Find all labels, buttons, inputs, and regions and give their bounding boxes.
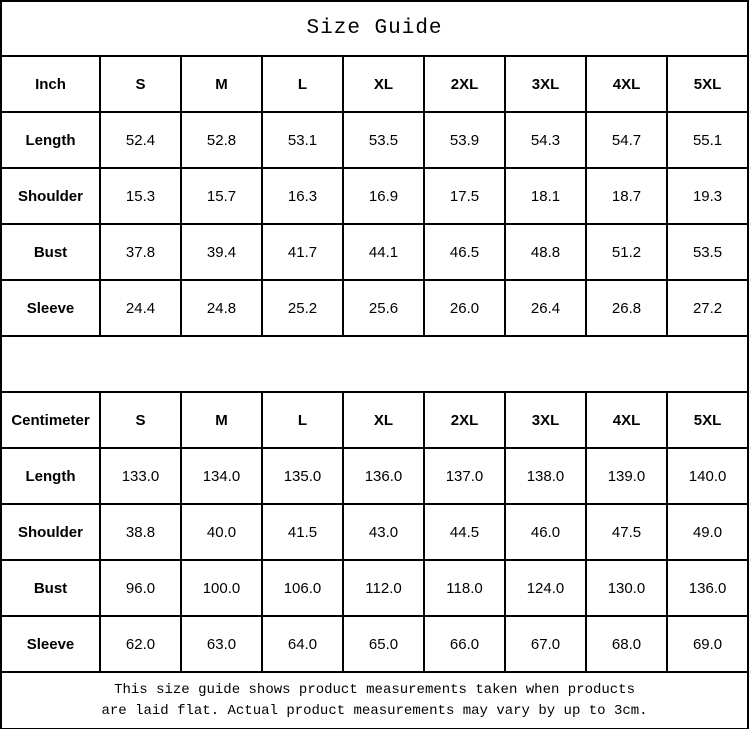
footer-note-line1: This size guide shows product measurements taken when products — [114, 681, 635, 698]
size-value-cell: 106.0 — [262, 560, 343, 616]
size-value-cell: 26.8 — [586, 280, 667, 336]
size-value-cell: 96.0 — [100, 560, 181, 616]
inch-sleeve-row — [1, 280, 748, 336]
size-value-cell: 16.3 — [262, 168, 343, 224]
size-header-4xl: 4XL — [586, 392, 667, 448]
size-value-cell: 47.5 — [586, 504, 667, 560]
size-value-cell: 134.0 — [181, 448, 262, 504]
cm-length-row — [1, 448, 748, 504]
size-value-cell: 51.2 — [586, 224, 667, 280]
size-value-cell: 67.0 — [505, 616, 586, 672]
size-value-cell: 136.0 — [667, 560, 748, 616]
size-value-cell: 16.9 — [343, 168, 424, 224]
size-header-4xl: 4XL — [586, 56, 667, 112]
size-value-cell: 46.5 — [424, 224, 505, 280]
size-value-cell: 39.4 — [181, 224, 262, 280]
size-value-cell: 100.0 — [181, 560, 262, 616]
size-value-cell: 55.1 — [667, 112, 748, 168]
size-value-cell: 17.5 — [424, 168, 505, 224]
size-value-cell: 48.8 — [505, 224, 586, 280]
row-label: Length — [1, 112, 100, 168]
size-value-cell: 138.0 — [505, 448, 586, 504]
size-value-cell: 66.0 — [424, 616, 505, 672]
size-value-cell: 15.7 — [181, 168, 262, 224]
size-header-5xl: 5XL — [667, 56, 748, 112]
size-value-cell: 130.0 — [586, 560, 667, 616]
size-value-cell: 26.4 — [505, 280, 586, 336]
size-value-cell: 40.0 — [181, 504, 262, 560]
size-value-cell: 63.0 — [181, 616, 262, 672]
size-header-2xl: 2XL — [424, 392, 505, 448]
row-label: Shoulder — [1, 504, 100, 560]
size-header-m: M — [181, 56, 262, 112]
size-header-xl: XL — [343, 392, 424, 448]
size-header-s: S — [100, 392, 181, 448]
size-header-s: S — [100, 56, 181, 112]
size-value-cell: 124.0 — [505, 560, 586, 616]
cm-unit-header: Centimeter — [1, 392, 100, 448]
row-label: Bust — [1, 560, 100, 616]
size-header-l: L — [262, 56, 343, 112]
size-value-cell: 139.0 — [586, 448, 667, 504]
row-label: Sleeve — [1, 616, 100, 672]
size-header-xl: XL — [343, 56, 424, 112]
cm-shoulder-row — [1, 504, 748, 560]
row-label: Bust — [1, 224, 100, 280]
size-value-cell: 52.8 — [181, 112, 262, 168]
size-value-cell: 65.0 — [343, 616, 424, 672]
cm-bust-row — [1, 560, 748, 616]
size-value-cell: 140.0 — [667, 448, 748, 504]
size-value-cell: 54.3 — [505, 112, 586, 168]
size-value-cell: 53.5 — [667, 224, 748, 280]
size-value-cell: 24.4 — [100, 280, 181, 336]
row-label: Shoulder — [1, 168, 100, 224]
inch-shoulder-row — [1, 168, 748, 224]
inch-length-row — [1, 112, 748, 168]
size-value-cell: 46.0 — [505, 504, 586, 560]
size-value-cell: 62.0 — [100, 616, 181, 672]
row-label: Sleeve — [1, 280, 100, 336]
inch-header-row — [1, 56, 748, 112]
size-value-cell: 44.5 — [424, 504, 505, 560]
size-value-cell: 68.0 — [586, 616, 667, 672]
size-value-cell: 49.0 — [667, 504, 748, 560]
size-header-5xl: 5XL — [667, 392, 748, 448]
size-value-cell: 112.0 — [343, 560, 424, 616]
size-value-cell: 54.7 — [586, 112, 667, 168]
size-value-cell: 27.2 — [667, 280, 748, 336]
cm-sleeve-row — [1, 616, 748, 672]
size-value-cell: 26.0 — [424, 280, 505, 336]
spacer-row — [1, 336, 748, 392]
size-header-m: M — [181, 392, 262, 448]
footer-note-line2: are laid flat. Actual product measurements may vary by up to 3cm. — [101, 702, 648, 719]
inch-bust-row — [1, 224, 748, 280]
size-value-cell: 43.0 — [343, 504, 424, 560]
inch-unit-header: Inch — [1, 56, 100, 112]
size-value-cell: 38.8 — [100, 504, 181, 560]
size-value-cell: 44.1 — [343, 224, 424, 280]
size-value-cell: 24.8 — [181, 280, 262, 336]
size-value-cell: 53.9 — [424, 112, 505, 168]
size-value-cell: 18.7 — [586, 168, 667, 224]
size-value-cell: 41.5 — [262, 504, 343, 560]
size-value-cell: 133.0 — [100, 448, 181, 504]
size-value-cell: 25.2 — [262, 280, 343, 336]
size-header-3xl: 3XL — [505, 56, 586, 112]
size-value-cell: 53.5 — [343, 112, 424, 168]
size-value-cell: 69.0 — [667, 616, 748, 672]
size-value-cell: 19.3 — [667, 168, 748, 224]
size-header-l: L — [262, 392, 343, 448]
row-label: Length — [1, 448, 100, 504]
size-value-cell: 25.6 — [343, 280, 424, 336]
size-guide-title: Size Guide — [1, 1, 748, 56]
size-header-2xl: 2XL — [424, 56, 505, 112]
footer-note — [1, 672, 748, 729]
size-value-cell: 52.4 — [100, 112, 181, 168]
size-value-cell: 118.0 — [424, 560, 505, 616]
size-value-cell: 37.8 — [100, 224, 181, 280]
size-value-cell: 64.0 — [262, 616, 343, 672]
size-value-cell: 18.1 — [505, 168, 586, 224]
size-value-cell: 41.7 — [262, 224, 343, 280]
size-value-cell: 136.0 — [343, 448, 424, 504]
cm-header-row — [1, 392, 748, 448]
size-header-3xl: 3XL — [505, 392, 586, 448]
size-value-cell: 15.3 — [100, 168, 181, 224]
size-value-cell: 53.1 — [262, 112, 343, 168]
size-value-cell: 135.0 — [262, 448, 343, 504]
size-value-cell: 137.0 — [424, 448, 505, 504]
